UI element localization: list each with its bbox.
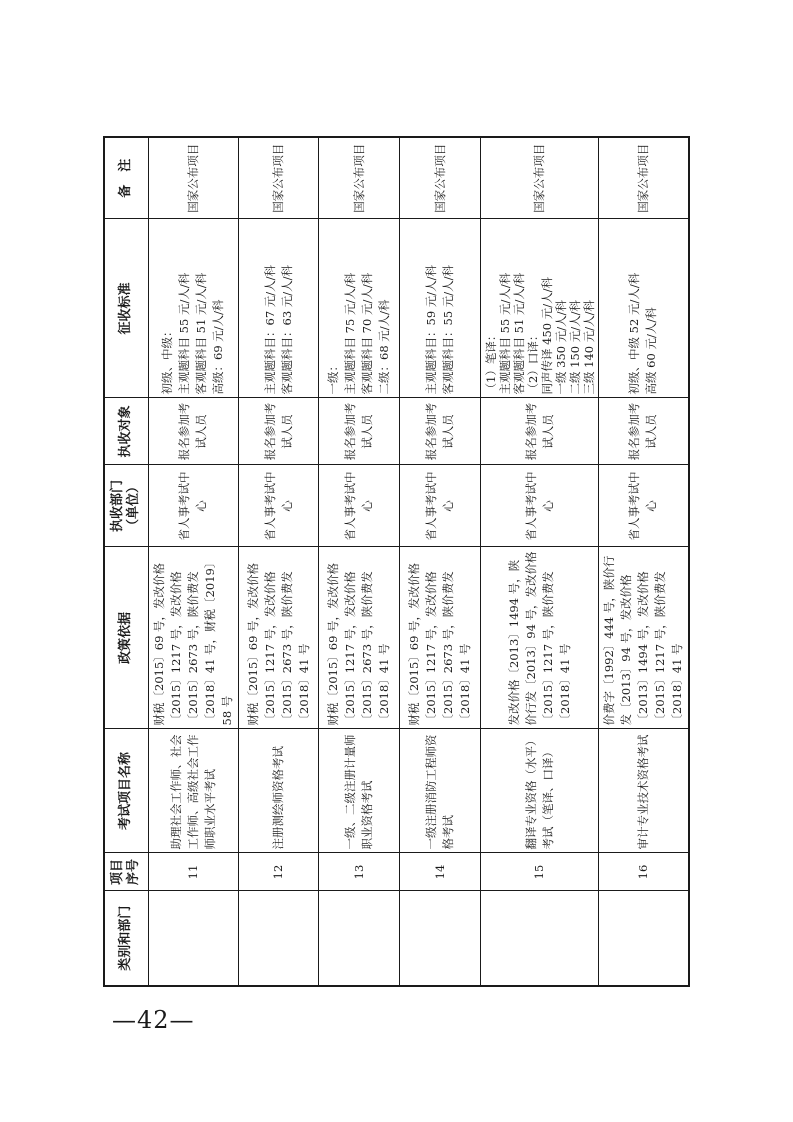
cell-dept: 省人事考试中心 xyxy=(319,465,400,547)
page-number: —42— xyxy=(112,1006,195,1034)
cell-target: 报名参加考试人员 xyxy=(400,398,481,465)
cell-category xyxy=(148,891,238,986)
cell-seq: 13 xyxy=(319,853,400,891)
cell-remark: 国家公布项目 xyxy=(148,137,238,219)
cell-target: 报名参加考试人员 xyxy=(148,398,238,465)
cell-basis: 财税〔2015〕69 号，发改价格〔2015〕1217 号，发改价格〔2015〕2673 号，陕价费发〔2018〕41 号 xyxy=(400,547,481,729)
fee-table-rotated xyxy=(103,138,690,987)
cell-standard: 主观题科目：59 元/人/科 客观题科目：55 元/人/科 xyxy=(400,219,481,398)
cell-remark: 国家公布项目 xyxy=(400,137,481,219)
cell-standard: 初级、中级： 主观题科目 55 元/人/科 客观题科目 51 元/人/科 高级：69 元/人/科 xyxy=(148,219,238,398)
cell-category xyxy=(400,891,481,986)
table-row xyxy=(598,137,689,986)
cell-name: 一级、二级注册计量师职业资格考试 xyxy=(319,729,400,853)
header-seq: 项目 序号 xyxy=(104,853,148,891)
cell-target: 报名参加考试人员 xyxy=(319,398,400,465)
cell-seq: 15 xyxy=(481,853,599,891)
table-row xyxy=(238,137,319,986)
header-dept: 执收部门 （单位） xyxy=(104,465,148,547)
table-row xyxy=(319,137,400,986)
cell-category xyxy=(598,891,689,986)
cell-category xyxy=(319,891,400,986)
cell-seq: 16 xyxy=(598,853,689,891)
header-category: 类别和部门 xyxy=(104,891,148,986)
cell-seq: 11 xyxy=(148,853,238,891)
cell-name: 一级注册消防工程师资格考试 xyxy=(400,729,481,853)
cell-remark: 国家公布项目 xyxy=(598,137,689,219)
fee-table xyxy=(103,136,690,987)
cell-standard: （1）笔译： 主观题科目 55 元/人/科 客观题科目 51 元/人/科 （2）口译： 同声传译 450 元/人/科 一级 350 元/人/科 二级 150 元/人/科 三级 140 元/人/科 xyxy=(481,219,599,398)
cell-dept: 省人事考试中心 xyxy=(238,465,319,547)
cell-basis: 财税〔2015〕69 号，发改价格〔2015〕1217 号，发改价格〔2015〕2673 号，陕价费发〔2018〕41 号 xyxy=(319,547,400,729)
header-remark: 备 注 xyxy=(104,137,148,219)
header-name: 考试项目名称 xyxy=(104,729,148,853)
cell-seq: 12 xyxy=(238,853,319,891)
cell-standard: 主观题科目：67 元/人/科 客观题科目：63 元/人/科 xyxy=(238,219,319,398)
cell-category xyxy=(238,891,319,986)
cell-target: 报名参加考试人员 xyxy=(238,398,319,465)
table-row xyxy=(148,137,238,986)
cell-remark: 国家公布项目 xyxy=(481,137,599,219)
table-header-row xyxy=(104,137,148,986)
cell-name: 翻译专业资格（水平）考试（笔译、口译） xyxy=(481,729,599,853)
cell-category xyxy=(481,891,599,986)
cell-basis: 财税〔2015〕69 号，发改价格〔2015〕1217 号，发改价格〔2015〕2673 号，陕价费发〔2018〕41 号，财税〔2019〕58 号 xyxy=(148,547,238,729)
cell-remark: 国家公布项目 xyxy=(319,137,400,219)
cell-dept: 省人事考试中心 xyxy=(148,465,238,547)
cell-dept: 省人事考试中心 xyxy=(481,465,599,547)
cell-dept: 省人事考试中心 xyxy=(598,465,689,547)
cell-basis: 发改价格〔2013〕1494 号，陕价行发〔2013〕94 号，发改价格〔2015〕1217 号，陕价费发〔2018〕41 号 xyxy=(481,547,599,729)
header-basis: 政策依据 xyxy=(104,547,148,729)
cell-dept: 省人事考试中心 xyxy=(400,465,481,547)
cell-standard: 一级： 主观题科目 75 元/人/科 客观题科目 70 元/人/科 二级：68 元/人/科 xyxy=(319,219,400,398)
table-row xyxy=(400,137,481,986)
header-target: 执收对象 xyxy=(104,398,148,465)
table-row xyxy=(481,137,599,986)
cell-seq: 14 xyxy=(400,853,481,891)
header-standard: 征收标准 xyxy=(104,219,148,398)
cell-standard: 初级、中级 52 元/人/科 高级 60 元/人/科 xyxy=(598,219,689,398)
cell-target: 报名参加考试人员 xyxy=(598,398,689,465)
cell-target: 报名参加考试人员 xyxy=(481,398,599,465)
cell-basis: 财税〔2015〕69 号，发改价格〔2015〕1217 号，发改价格〔2015〕2673 号，陕价费发〔2018〕41 号 xyxy=(238,547,319,729)
cell-basis: 价费字〔1992〕444 号，陕价行发〔2013〕94 号，发改价格〔2013〕1494 号，发改价格〔2015〕1217 号，陕价费发〔2018〕41 号 xyxy=(598,547,689,729)
cell-name: 注册测绘师资格考试 xyxy=(238,729,319,853)
cell-remark: 国家公布项目 xyxy=(238,137,319,219)
cell-name: 审计专业技术资格考试 xyxy=(598,729,689,853)
cell-name: 助理社会工作师、社会工作师、高级社会工作师职业水平考试 xyxy=(148,729,238,853)
